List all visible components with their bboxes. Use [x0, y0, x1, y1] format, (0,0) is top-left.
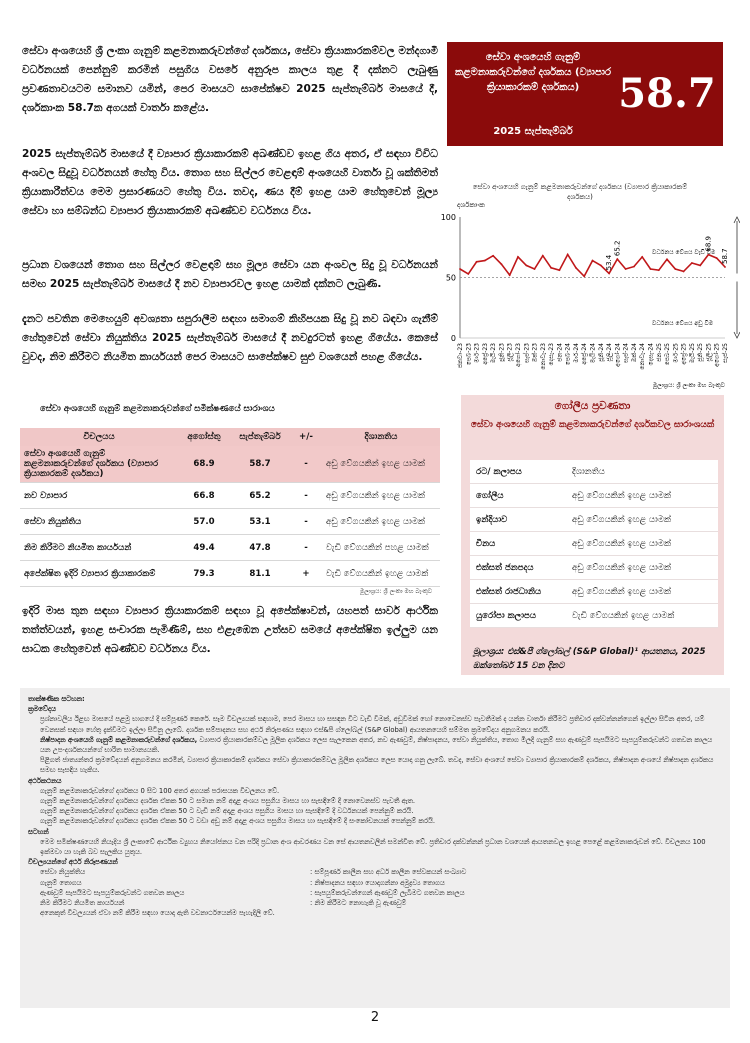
summary-cell-name: සේවා අංශයෙහි ගැනුම් කළමනාකරුවන්ගේ දර්ශකය (ව්‍යාපාර ක්‍රියාකාරකම් දර්ශකය)	[20, 446, 178, 483]
summary-cell-sep: 81.1	[230, 561, 290, 587]
chart-data-point	[467, 273, 469, 275]
chart-x-tick-label: මාර්-24	[572, 343, 580, 363]
definition-value: : සම්පූර්ණ කාලීන සහ අර්ධ කාලීන සේවකයන් සංඛ්‍යාව	[310, 868, 467, 877]
table-row	[20, 509, 440, 535]
summary-cell-sep: 53.1	[230, 509, 290, 535]
global-cell-region: එක්සත් රාජධානිය	[470, 580, 566, 604]
summary-cell-aug: 49.4	[178, 535, 230, 561]
chart-data-point	[583, 275, 585, 277]
chart-data-point	[616, 258, 618, 260]
chart-data-point	[699, 265, 701, 267]
global-cell-region: යුරෝපා කලාපය	[470, 604, 566, 628]
summary-cell-name: නව ව්‍යාපාර	[20, 483, 178, 509]
global-cell-region: චීනය	[470, 532, 566, 556]
table-row	[470, 532, 718, 556]
summary-cell-aug: 68.9	[178, 446, 230, 483]
summary-cell-name: නිම කිරීමට නියමිත කාර්යයන්	[20, 535, 178, 561]
table-row	[20, 483, 440, 509]
summary-table-source: මූලාශ්‍රය: ශ්‍රී ලංකා මහ බැංකුව	[360, 588, 433, 595]
summary-table-title: සේවා අංශයෙහි ගැනුම් කළමනාකරුවන්ගේ සමීක්ෂණයේ සාරාංශය	[40, 404, 275, 414]
definition-term: ගැනුම් තොගය	[40, 878, 82, 887]
chart-data-point	[683, 271, 685, 273]
interpretation-line: ගැනුම් කළමනාකරුවන්ගේ දර්ශකය දර්ශක ඒකක 50 ට වැඩි නම් අදාළ අංශය පසුගිය මාසය හා සැසඳීමේ දී වර්ධනයක් පෙන්නුම් කරයි.	[40, 807, 414, 816]
global-cell-direction: අඩු වේගයකින් ඉහළ යාමක්	[566, 484, 718, 508]
global-trends-subheading: සේවා අංශයෙහි ගැනුම් කළමනාකරුවන්ගේ දර්ශකවල සාරාංශයක්	[470, 420, 715, 430]
chart-data-point	[666, 258, 668, 260]
chart-data-point	[567, 254, 569, 256]
chart-x-tick-label: නොවැ-24	[639, 343, 647, 370]
global-header-region: රට/ කලාපය	[470, 460, 566, 484]
chart-x-tick-label: ජන-25	[655, 343, 663, 362]
chart-data-point	[625, 268, 627, 270]
notes-title: සටහන්	[28, 827, 49, 836]
chart-data-point	[509, 274, 511, 276]
definitions-footer: අනෙකුත් විචල්‍යයන් ඒවා නම් කිරීම සඳහා යොදා ඇති වචනාර්ථයෙන්ම පැහැදිලි වේ.	[40, 909, 275, 918]
chart-data-point	[550, 267, 552, 269]
chart-x-tick-label: ජූනි-25	[697, 343, 705, 362]
chart-data-point	[558, 269, 560, 271]
summary-header-aug: අගෝස්තු	[178, 428, 230, 446]
chart-x-tick-label: ජනවා-23	[457, 343, 464, 369]
chart-data-point	[525, 265, 527, 267]
chart-x-tick-label: අගෝ-24	[614, 343, 622, 367]
chart-data-point	[691, 262, 693, 264]
chart-data-point	[476, 261, 478, 263]
table-row	[20, 561, 440, 587]
chart-x-tick-label: අගෝ-25	[713, 343, 721, 367]
technical-note	[20, 688, 730, 1008]
summary-header-variable: විචලයය	[20, 428, 178, 446]
summary-cell-sign: -	[290, 446, 322, 483]
definition-term: ඇණවුම් සැපයීමට සැපයුම්කරුවන්ට ගතවන කාලය	[40, 888, 185, 897]
chart-data-point	[592, 260, 594, 262]
index-text: ව්‍යාපාර ක්‍රියාකාරකම්වල මූලික දර්ශකය ලෙස සැලකෙන අතර, නව ඇණවුම්, නිෂ්පාදනය, සේවා නියුක්තිය, තොග මිලදී ගැනුම් සහ ඇණවුම් සැපයීමට සැපයුම්කරුවන්ට ගතවන කාලය යන උප-දර්ශකයන්ගේ භාරිත සාමාන්‍යයකි.	[40, 735, 713, 755]
page-number: 2	[370, 1010, 380, 1025]
summary-header-sep: සැප්තැම්බර්	[230, 428, 290, 446]
summary-cell-name: අපේක්ෂිත ඉදිරි ව්‍යාපාර ක්‍රියාකාරකම්	[20, 561, 178, 587]
index-lead: නිෂ්පාදන අංශයෙහි ගැනුම් කළමනාකරුවන්ගේ දර්ශකය,	[40, 735, 198, 744]
chart-data-point	[716, 257, 718, 259]
table-row	[470, 484, 718, 508]
table-row	[470, 604, 718, 628]
chart-x-tick-label: පෙබ-25	[664, 343, 672, 366]
summary-cell-direction: අඩු වේගයකින් ඉහළ යාමක්	[322, 509, 440, 535]
chart-source: මූලාශ්‍රය: ශ්‍රී ලංකා මහ බැංකුව	[652, 382, 725, 389]
global-trends-heading: ගෝලීය ප්‍රවණතා	[554, 400, 631, 412]
chart-data-point	[459, 268, 461, 270]
chart-data-point	[641, 256, 643, 258]
outlook-paragraph: ඉදිරි මාස තුන සඳහා ව්‍යාපාර ක්‍රියාකාරකම් සඳහා වූ අපේක්ෂාවන්, යහපත් සාර්ව ආර්ථික තත්ත්වයන්, ඉහළ සංචාරක පැමිණීම්, සහ එළැඹෙන උත්සව සමයේ අපේක්ෂිත ඉල්ලුම යන සාධක හේතුවෙන් අඛණ්ඩව වර්ධනය විය.	[22, 605, 438, 655]
chart-data-label: 68.9	[704, 236, 713, 252]
table-row	[470, 508, 718, 532]
global-trends-source: මූලාශ්‍රය: එස්&පී ග්ලෝබල් (S&P Global)¹ ආයතනය, 2025 ඔක්තෝබර් 15 වන දිනට	[473, 647, 706, 671]
chart-x-tick-label: ජන-24	[556, 343, 564, 362]
chart-x-tick-label: ජූලි-23	[506, 343, 514, 362]
summary-cell-direction: අඩු වේගයකින් ඉහළ යාමක්	[322, 483, 440, 509]
technical-note-title: තාක්ෂණික සටහන:	[28, 695, 85, 703]
summary-cell-sep: 65.2	[230, 483, 290, 509]
chart-x-tick-label: අප්‍රේ-24	[581, 343, 589, 365]
chart-data-point	[484, 260, 486, 262]
chart-x-tick-label: ඔක්-23	[531, 343, 539, 363]
chart-x-tick-label: මැයි-23	[490, 343, 498, 364]
chart-x-tick-label: ජූලි-25	[705, 343, 713, 362]
methodology-title: ක්‍රමවේදය	[28, 705, 56, 714]
summary-header-change: +/-	[290, 428, 322, 446]
summary-cell-sep: 47.8	[230, 535, 290, 561]
global-cell-direction: අඩු වේගයකින් ඉහළ යාමක්	[566, 508, 718, 532]
chart-x-tick-label: දෙසැ-24	[647, 343, 655, 366]
chart-x-tick-label: ජූලි-24	[606, 343, 614, 362]
pmi-line-chart	[440, 195, 740, 395]
headline-index-box	[447, 42, 723, 146]
chart-x-tick-label: මාර්-23	[473, 343, 481, 363]
chart-x-tick-label: පෙබ-24	[564, 343, 572, 366]
chart-data-point	[633, 266, 635, 268]
chart-data-point	[517, 256, 519, 258]
summary-cell-sign: +	[290, 561, 322, 587]
definition-term: නිම කිරීමට නියමිත කාර්යයන්	[40, 899, 125, 908]
methodology-text: ප්‍රශ්නාවලිය ඊළඟ මාසයේ පළමු භාගයේ දී සම්පූර්ණ කෙරේ. සෑම විචල්‍යයක් සඳහාම, පෙර මාසය හා සසඳන විට වැඩි වීමක්, අඩුවීමක් හෝ නොවෙනස්ව පැවතීමක් ද යන්න වාර්තා කිරීමට ප්‍රතිචාර දක්වන්නන්ගෙන් ඉල්ලා සිටින අතර, යම් වෙනසක් සඳහා හේතු දැක්වීමට ඉල්ලා සිටිනු ලැබේ. දර්ශක සම්පාදනය සහ අර්ථ නිරූපණය සඳහා එස්&පී ග්ලෝබල් (S&P Global) ආයතනයෙහි සම්මත ක්‍රමවේදය අනුගමනය කරයි.	[40, 715, 705, 734]
chart-x-tick-label: ජූනි-23	[498, 343, 506, 362]
summary-cell-sign: -	[290, 483, 322, 509]
chart-x-tick-label: ජූනි-24	[597, 343, 605, 362]
notes-text: මෙම සමීක්ෂණයෙහි නියැදිය ශ්‍රී ලංකාවේ ආර්ථික ව්‍යුහය නියෝජනය වන පරිදි ප්‍රධාන අංශ ආවරණය වන සේ ආයතනවලින් සමන්විත වේ. ප්‍රතිචාර දක්වන්නන් ප්‍රධාන වශයෙන් ආයතනවල ඉහළ පෙළේ කළමනාකරුවන් වේ. විචලනය 100 ඉක්මවා යා හැකි බව සැලකිය යුතුය.	[40, 837, 706, 857]
chart-annotation-bottom: වර්ධනය වේගය අඩු වීම	[652, 320, 714, 327]
global-cell-direction: වැඩි වේගයකින් ඉහළ යාමක්	[566, 604, 718, 628]
chart-x-tick-label: සැප්-24	[622, 343, 630, 363]
summary-cell-direction: වැඩි වේගයකින් ඉහළ යාමක්	[322, 561, 440, 587]
global-cell-direction: අඩු වේගයකින් ඉහළ යාමක්	[566, 556, 718, 580]
summary-cell-sign: -	[290, 535, 322, 561]
interpretation-line: ගැනුම් කළමනාකරුවන්ගේ දර්ශකය 0 සිට 100 අතර අගයක් පරාසයක විචලනය වේ.	[40, 786, 280, 795]
summary-cell-sign: -	[290, 509, 322, 535]
global-cell-region: ඉන්දියාව	[470, 508, 566, 532]
global-cell-region: එක්සත් ජනපදය	[470, 556, 566, 580]
summary-cell-direction: වැඩි වේගයකින් පහළ යාමක්	[322, 535, 440, 561]
chart-x-tick-label: ඔක්-24	[630, 343, 638, 363]
summary-table	[20, 428, 440, 587]
chart-data-point	[674, 268, 676, 270]
headline-index-value: 58.7	[618, 70, 716, 117]
summary-cell-aug: 57.0	[178, 509, 230, 535]
chart-data-point	[600, 265, 602, 267]
summary-cell-aug: 79.3	[178, 561, 230, 587]
summary-cell-name: සේවා නියුක්තිය	[20, 509, 178, 535]
chart-x-tick-label: මැයි-24	[589, 343, 597, 364]
definition-value: : සැපයුම්කරුවන්ගෙන් ඇණවුම් ලැබීමට ගතවන කාලය	[310, 888, 465, 897]
definitions-title: විචල්‍යයන්ගේ අර්ථ නිරූපණයන්	[28, 858, 118, 867]
chart-y-label: දර්ශකාංක	[457, 201, 485, 209]
summary-cell-aug: 66.8	[178, 483, 230, 509]
headline-index-label: සේවා අංශයෙහි ගැනුම් කළමනාකරුවන්ගේ දර්ශකය (ව්‍යාපාර ක්‍රියාකාරකම් දර්ශකය)	[454, 52, 612, 93]
chart-annotation-top: වර්ධනය වේගය වැඩි වීම	[652, 249, 716, 256]
chart-x-tick-label: මාර්-25	[672, 343, 680, 363]
chart-x-tick-label: සැප්-23	[523, 343, 531, 363]
global-cell-region: ගෝලීය	[470, 484, 566, 508]
definition-term: සේවා නියුක්තිය	[40, 868, 86, 877]
chart-x-tick-label: අප්‍රේ-23	[481, 343, 489, 365]
chart-data-point	[650, 268, 652, 270]
interpretation-line: ගැනුම් කළමනාකරුවන්ගේ දර්ශකය දර්ශක ඒකක 50 ට සමාන නම් අදාළ අංශය පසුගිය මාසය හා සැසඳීමේ දී නොවෙනස්ව පැවතී ඇත.	[40, 797, 416, 806]
definition-value: : නිම කිරීමට නොහැකි වූ ඇණවුම්	[310, 899, 407, 908]
interpretation-title: අර්ථකථනය	[28, 776, 62, 785]
chart-x-tick-label: පෙබ-23	[465, 343, 473, 366]
table-row	[470, 580, 718, 604]
table-row	[470, 556, 718, 580]
chart-data-label: 53.4	[605, 254, 614, 271]
chart-data-label: 58.7	[721, 248, 729, 264]
chart-data-label: 65.2	[613, 240, 622, 257]
chart-data-point	[534, 268, 536, 270]
chart-data-point	[724, 266, 726, 268]
chart-series-line	[460, 255, 725, 277]
chart-x-tick-label: නොවැ-23	[539, 343, 547, 370]
summary-cell-direction: අඩු වේගයකින් ඉහළ යාමක්	[322, 446, 440, 483]
summary-header-direction: දිශානතිය	[322, 428, 440, 446]
table-row	[470, 460, 718, 484]
services-text: පිළිගත් ජාත්‍යන්තර ක්‍රමවේදයන් අනුගමනය කරමින්, ව්‍යාපාර ක්‍රියාකාරකම් දර්ශකය සේවා ක්‍රියාකාරකම්වල මූලික දර්ශකය ලෙස යොදා ගනු ලැබේ. තවද, සේවා අංශයේ සේවා ව්‍යාපාර ක්‍රියාකාරකම් දර්ශකය, නිෂ්පාදන අංශයේ නිෂ්පාදන දර්ශකය සමඟ සැසඳිය හැකිය.	[40, 756, 714, 775]
chart-y-tick-label: 100	[440, 213, 456, 222]
global-cell-direction: අඩු වේගයකින් ඉහළ යාමක්	[566, 580, 718, 604]
chart-data-point	[575, 267, 577, 269]
chart-data-point	[492, 255, 494, 257]
global-header-direction: දිශානතිය	[566, 460, 718, 484]
chart-data-point	[501, 263, 503, 265]
headline-index-date: 2025 සැප්තැම්බර්	[493, 126, 573, 137]
chart-x-tick-label: අගෝ-23	[514, 343, 522, 367]
chart-data-point	[608, 272, 610, 274]
activity-paragraph: 2025 සැප්තැම්බර් මාසයේ දී ව්‍යාපාර ක්‍රියාකාරකම් අඛණ්ඩව ඉහළ ගිය අතර, ඒ සඳහා විවිධ අංශවල සිදුවූ වර්ධනයන් හේතු විය. තොග සහ සිල්ලර වෙළඳාම් අංශයෙහි වාර්තා වූ ශක්තිමත් ක්‍රියාකාරීත්වය මෙම ප්‍රසාරණයට හේතු විය. තවද, ණය දීම් ඉහළ යාම හේතුවෙන් මූල්‍ය සේවා හා සම්බන්ධ ව්‍යාපාර ක්‍රියාකාරකම් අඛණ්ඩව වර්ධනය විය.	[22, 148, 438, 217]
chart-data-point	[658, 269, 660, 271]
summary-cell-sep: 58.7	[230, 446, 290, 483]
chart-title: සේවා අංශයෙහි ගැනුම් කළමනාකරුවන්ගේ දර්ශකය (ව්‍යාපාර ක්‍රියාකාරකම් දර්ශකය)	[472, 183, 688, 201]
interpretation-line: ගැනුම් කළමනාකරුවන්ගේ දර්ශකය දර්ශක ඒකක 50 ට වඩා අඩු නම් අදාළ අංශය පසුගිය මාසය හා සැසඳීමේ දී සංකෝචනයක් පෙන්නුම් කරයි.	[40, 817, 436, 826]
chart-x-tick-label: සැප්-25	[722, 343, 729, 363]
chart-data-point	[542, 255, 544, 257]
table-row	[20, 446, 440, 483]
table-row	[20, 535, 440, 561]
global-trends-table	[470, 460, 718, 628]
chart-x-tick-label: අප්‍රේ-25	[680, 343, 688, 365]
definition-value: : නිෂ්පාදනය සඳහා යොදාගන්නා අමුද්‍රව්‍ය තොගය	[310, 878, 445, 887]
chart-x-tick-label: මැයි-25	[688, 343, 696, 364]
chart-y-tick-label: 50	[445, 273, 456, 283]
intro-paragraph: සේවා අංශයෙහි ශ්‍රී ලංකා ගැනුම් කළමනාකරුවන්ගේ දර්ශකය, සේවා ක්‍රියාකාරකම්වල මන්දගාමී වර්ධනයක් පෙන්නුම් කරමින් පසුගිය වසරේ අනුරූප කාලය තුළ දී දක්නට ලැබුණු ප්‍රවණතාවයටම සමානව යමින්, පෙර මාසයට සාපේක්ෂව 2025 සැප්තැම්බර් මාසයේ දී, දර්ශකාංක 58.7ක අගයක් වාර්තා කළේය.	[22, 45, 438, 114]
chart-y-tick-label: 0	[450, 334, 456, 343]
global-cell-direction: අඩු වේගයකින් ඉහළ යාමක්	[566, 532, 718, 556]
chart-x-tick-label: දෙසැ-23	[548, 343, 556, 366]
employment-paragraph: දැනට පවතින මෙහෙයුම් අවශ්‍යතා සපුරාලීම සඳහා සමාගම් කිහිපයක සිදු වූ නව බඳවා ගැනීම් හේතුවෙන් සේවා නියුක්තිය 2025 සැප්තැම්බර් මාසයේ දී නවදුරටත් ඉහළ ගියේය. කෙසේ වුවද, නිම කිරීමට නියමිත කාර්යයන් පෙර මාසයට සාපේක්ෂව සුළු වශයෙන් පහළ ගියේය.	[22, 313, 438, 363]
new-business-paragraph: ප්‍රධාන වශයෙන් තොග සහ සිල්ලර වෙළඳාම් සහ මූල්‍ය සේවා යන අංශවල සිදු වූ වර්ධනයන් සමඟ 2025 සැප්තැම්බර් මාසයේ දී නව ව්‍යාපාරවල ඉහළ යාමක් දක්නට ලැබුණි.	[22, 259, 438, 290]
